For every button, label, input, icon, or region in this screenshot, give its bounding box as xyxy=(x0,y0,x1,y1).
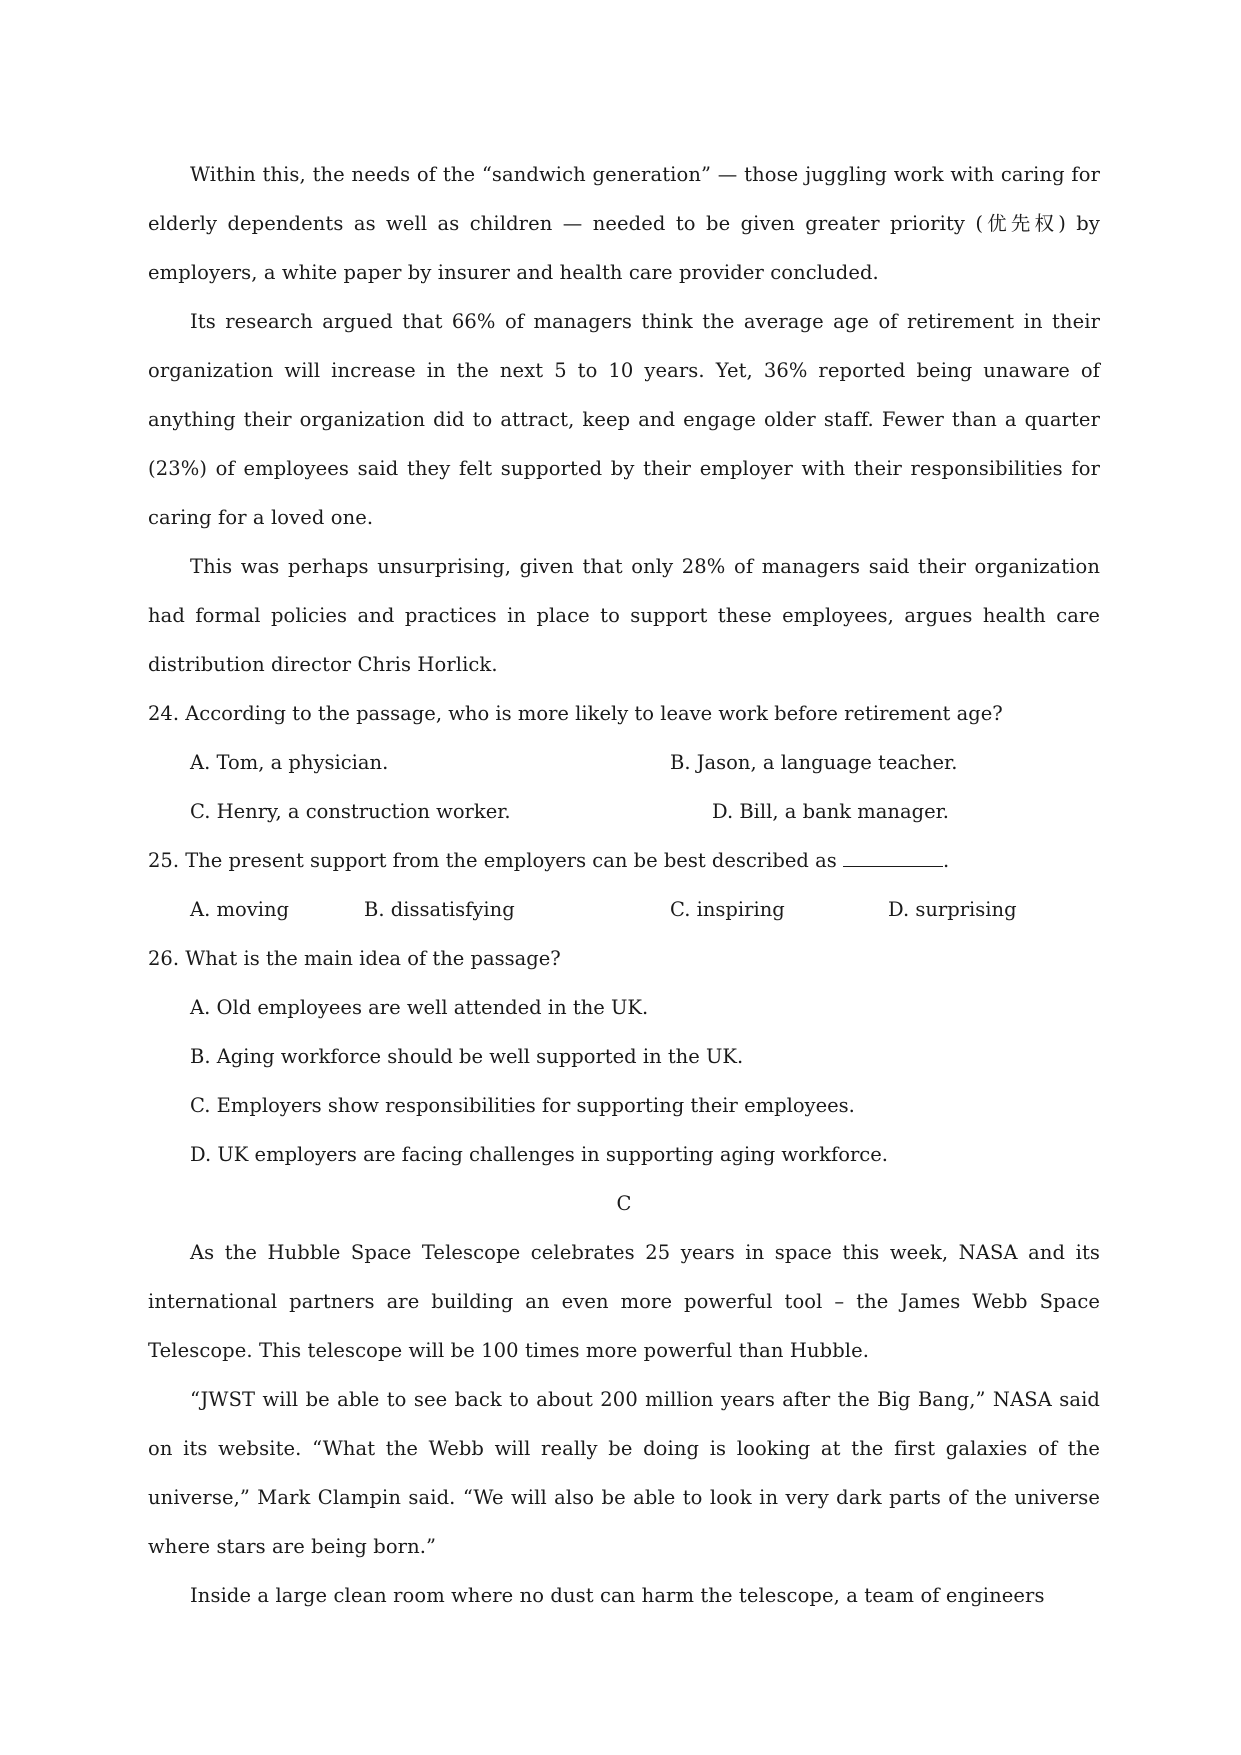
question-24-options-row-2 xyxy=(148,787,1100,836)
passage-c-paragraph-1: As the Hubble Space Telescope celebrates 25 years in space this week, NASA and its international partners are building an even more powerful tool – the James Webb Space Telescope. This telescope will be 100 times more powerful than Hubble. xyxy=(148,1241,1100,1362)
passage-c-paragraph-3: Inside a large clean room where no dust can harm the telescope, a team of engineers xyxy=(190,1584,1045,1607)
question-25-option-a: A. moving xyxy=(190,898,290,921)
passage-b-paragraph-3: This was perhaps unsurprising, given that only 28% of managers said their organization had formal policies and practices in place to support these employees, argues health care distribution director Chris Horlick. xyxy=(148,555,1100,676)
question-25-stem: 25. The present support from the employers can be best described as xyxy=(148,849,837,872)
question-24-stem: 24. According to the passage, who is more likely to leave work before retirement age? xyxy=(148,702,1003,725)
passage-c-paragraph-2: “JWST will be able to see back to about 200 million years after the Big Bang,” NASA said on its website. “What the Webb will really be doing is looking at the first galaxies of the universe,” Mark Clampin said. “We will also be able to look in very dark parts of the universe where stars are being born.” xyxy=(148,1388,1100,1558)
question-24-option-c: C. Henry, a construction worker. xyxy=(190,800,511,823)
passage-b-paragraph-2: Its research argued that 66% of managers think the average age of retirement in their organization will increase in the next 5 to 10 years. Yet, 36% reported being unaware of anything their organization did to attract, keep and engage older staff. Fewer than a quarter (23%) of employees said they felt supported by their employer with their responsibilities for caring for a loved one. xyxy=(148,310,1100,529)
question-24-options-row-1 xyxy=(148,738,1100,787)
question-25-option-d: D. surprising xyxy=(888,898,1017,921)
question-25-options-row xyxy=(148,885,1100,934)
question-25-line xyxy=(148,836,1100,885)
question-25-option-b: B. dissatisfying xyxy=(364,898,515,921)
question-25-end: . xyxy=(942,849,950,872)
question-26-option-b: B. Aging workforce should be well supported in the UK. xyxy=(190,1045,744,1068)
question-24-option-d: D. Bill, a bank manager. xyxy=(712,800,949,823)
document-page xyxy=(148,150,1100,1620)
question-26-option-d: D. UK employers are facing challenges in supporting aging workforce. xyxy=(190,1143,888,1166)
question-26-option-c: C. Employers show responsibilities for supporting their employees. xyxy=(190,1094,855,1117)
question-25-option-c: C. inspiring xyxy=(670,898,785,921)
passage-b-paragraph-1: Within this, the needs of the “sandwich generation” — those juggling work with caring for elderly dependents as well as children — needed to be given greater priority (优先权) by employers, a white paper by insurer and health care provider concluded. xyxy=(148,163,1100,284)
section-c-heading: C xyxy=(616,1192,632,1215)
question-24-option-b: B. Jason, a language teacher. xyxy=(670,751,958,774)
question-24-option-a: A. Tom, a physician. xyxy=(190,751,389,774)
answer-blank xyxy=(843,848,943,867)
question-26-option-a: A. Old employees are well attended in the UK. xyxy=(190,996,649,1019)
question-26-stem: 26. What is the main idea of the passage? xyxy=(148,947,561,970)
